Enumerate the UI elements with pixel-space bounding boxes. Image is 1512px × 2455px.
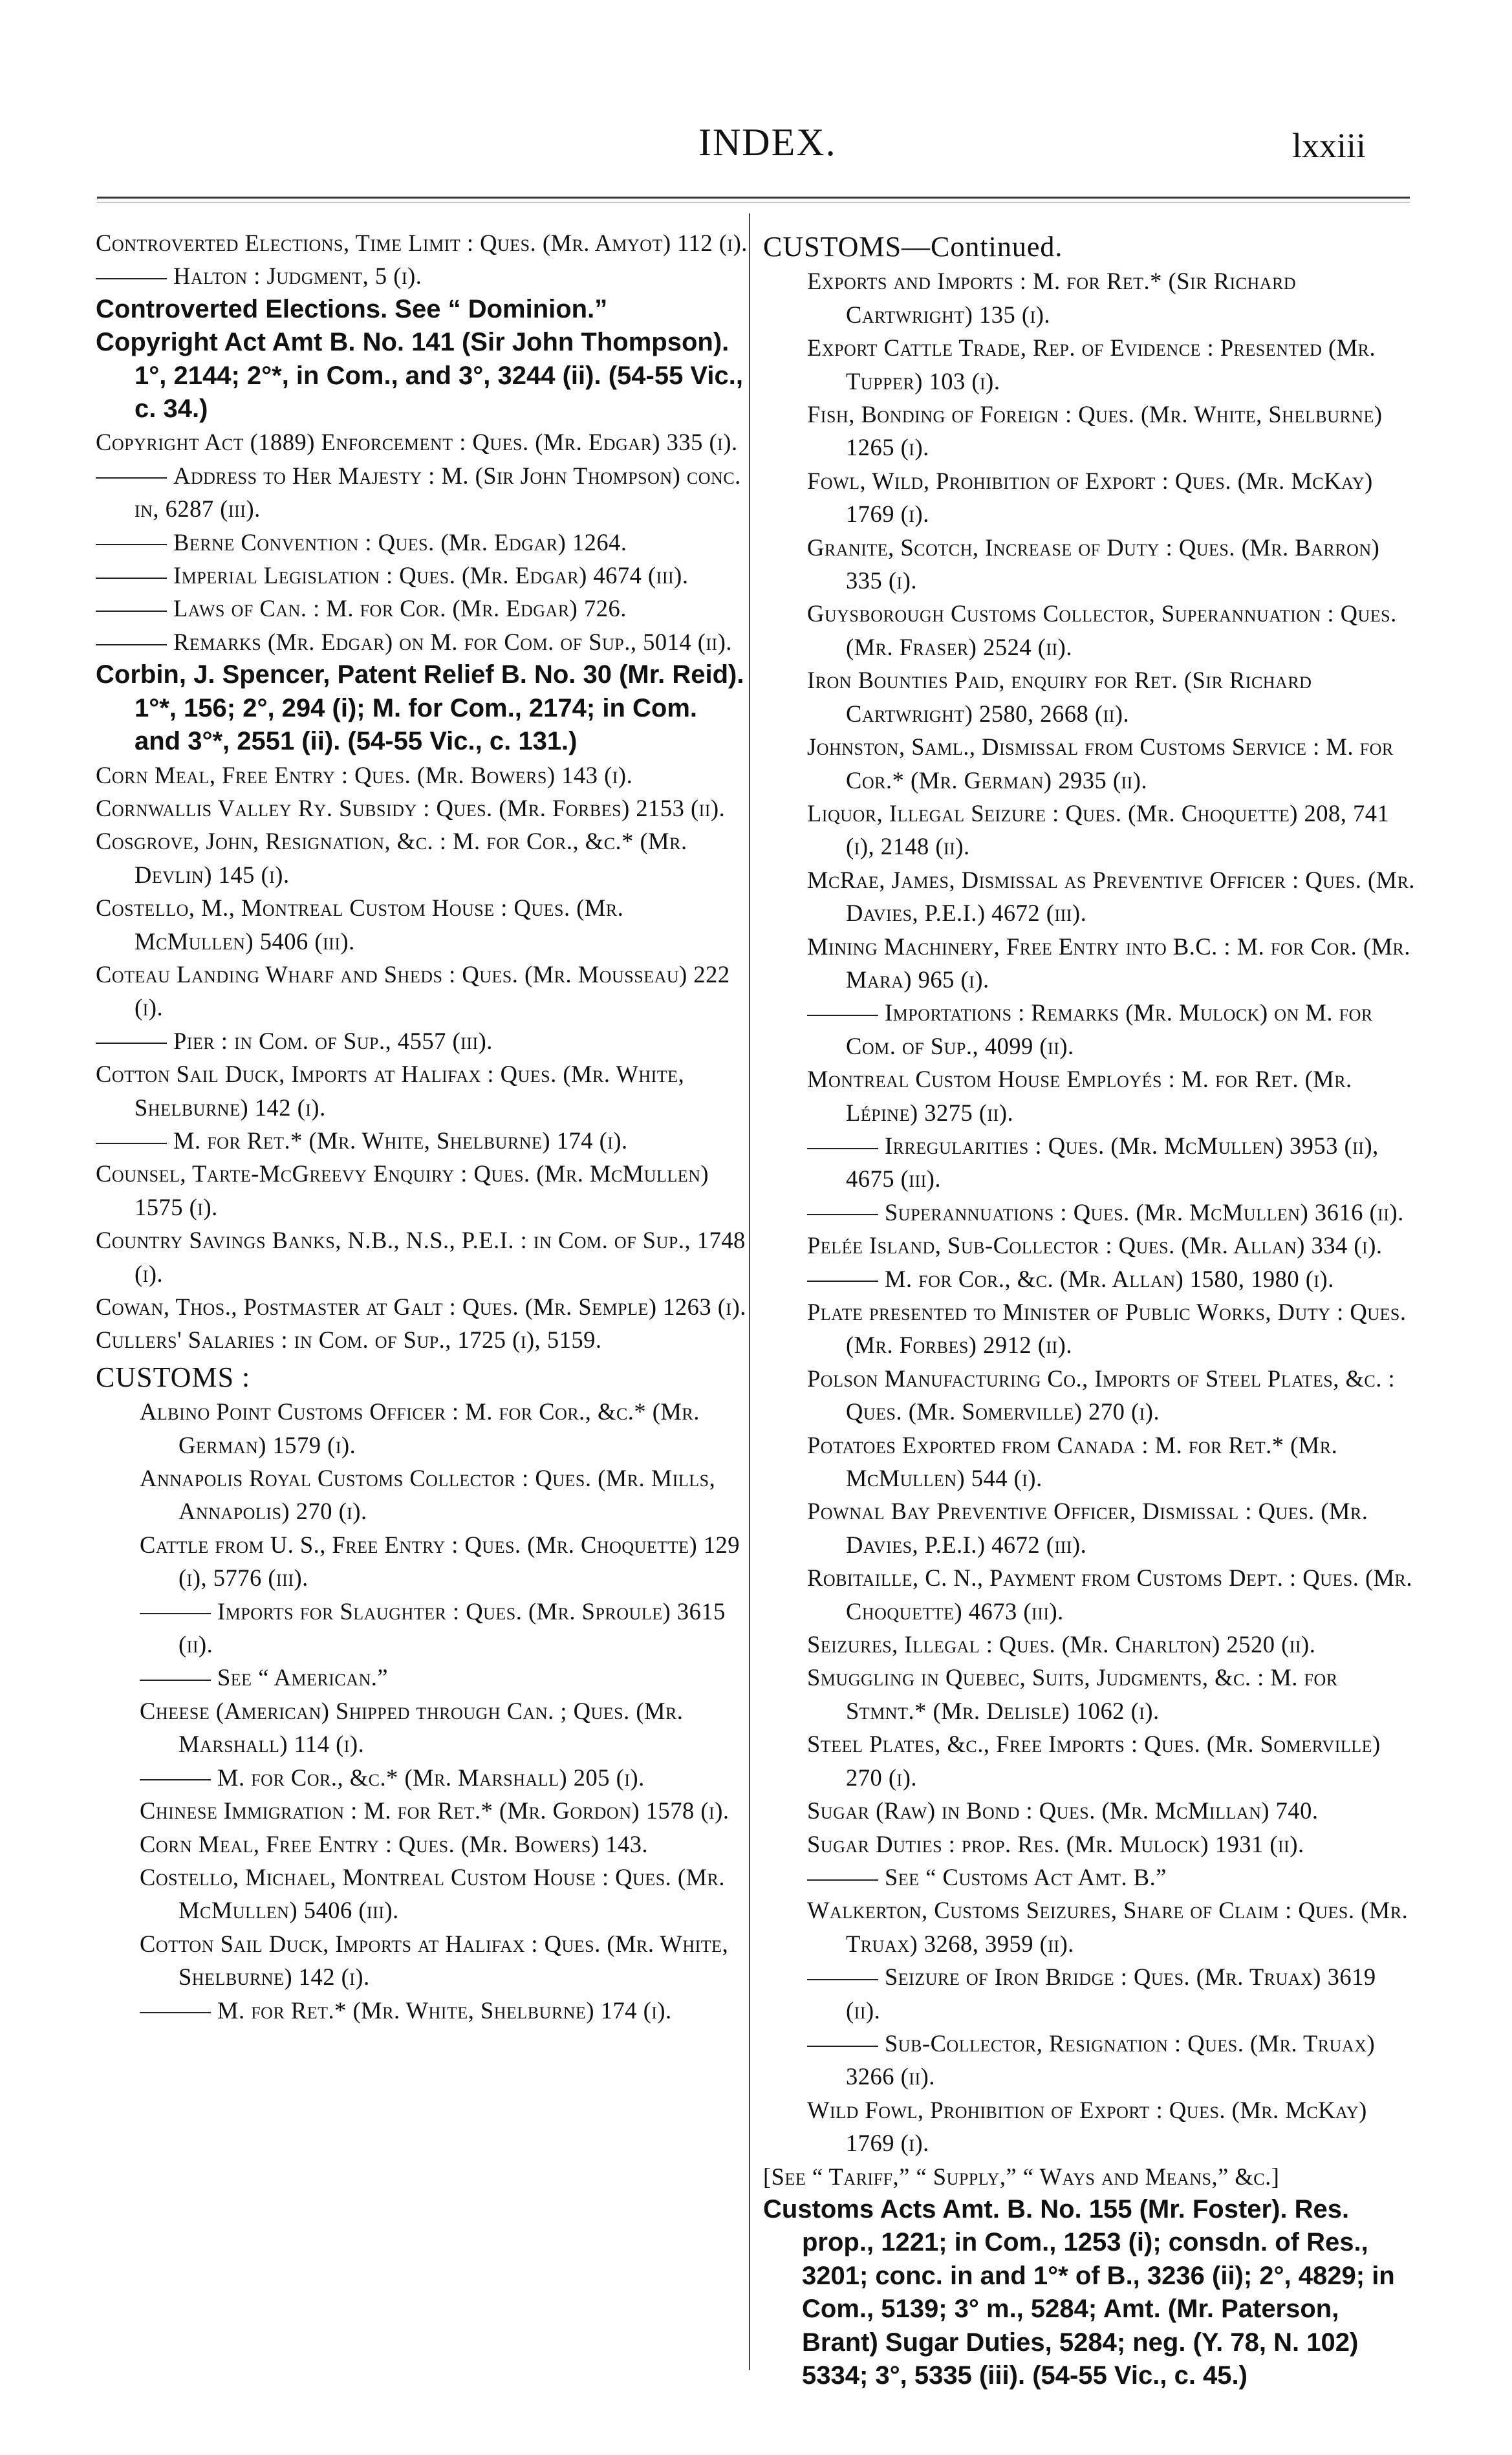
section-heading [96, 1361, 749, 1394]
entry-text: Imports for Slaughter : Ques. (Mr. Sproule) 3615 (ii). [178, 1597, 726, 1658]
index-entry [96, 759, 749, 792]
entry-text: Berne Convention : Ques. (Mr. Edgar) 1264. [173, 528, 627, 556]
index-entry [96, 426, 749, 459]
entry-text: Walkerton, Customs Seizures, Share of Claim : Ques. (Mr. Truax) 3268, 3959 (ii). [807, 1897, 1409, 1957]
left-column [96, 226, 749, 2027]
ditto-dash [96, 477, 167, 479]
index-sub-entry [763, 1262, 1416, 1295]
index-sub-entry [763, 597, 1416, 664]
entry-text: Exports and Imports : M. for Ret.* (Sir Richard Cartwright) 135 (i). [807, 268, 1297, 328]
entry-text: Cheese (American) Shipped through Can. ; Ques. (Mr. Marshall) 114 (i). [140, 1697, 684, 1758]
index-sub-entry [763, 1828, 1416, 1861]
index-sub-entry [763, 1960, 1416, 2027]
index-sub-entry [763, 2093, 1416, 2160]
entry-text: Controverted Elections. See “ Dominion.” [96, 294, 608, 323]
index-sub-entry [763, 1063, 1416, 1129]
entry-text: Seizures, Illegal : Ques. (Mr. Charlton) 2520 (ii). [807, 1631, 1316, 1658]
page-header [0, 0, 1512, 207]
entry-text: Seizure of Iron Bridge : Ques. (Mr. Truax) 3619 (ii). [846, 1963, 1376, 2024]
index-entry [96, 1224, 749, 1290]
index-entry [96, 1124, 749, 1157]
index-sub-entry [763, 1561, 1416, 1628]
entry-text: Montreal Custom House Employés : M. for Ret. (Mr. Lépine) 3275 (ii). [807, 1066, 1352, 1126]
entry-text: Cowan, Thos., Postmaster at Galt : Ques. (Mr. Semple) 1263 (i). [96, 1293, 746, 1320]
index-heading-entry [96, 658, 749, 758]
entry-text: [See “ Tariff,” “ Supply,” “ Ways and Means,” &c.] [763, 2163, 1280, 2190]
index-sub-entry [96, 1861, 749, 1927]
ditto-dash [140, 2012, 211, 2013]
index-sub-entry [763, 464, 1416, 531]
ditto-dash [96, 611, 167, 612]
entry-text: Cattle from U. S., Free Entry : Ques. (Mr. Choquette) 129 (i), 5776 (iii). [140, 1531, 740, 1592]
index-entry [96, 1157, 749, 1224]
index-entry [96, 559, 749, 592]
index-sub-entry [96, 1661, 749, 1694]
ditto-dash [807, 1979, 878, 1980]
entry-text: Cosgrove, John, Resignation, &c. : M. for Cor., &c.* (Mr. Devlin) 145 (i). [96, 828, 687, 888]
entry-text: Potatoes Exported from Canada : M. for Ret.* (Mr. McMullen) 544 (i). [807, 1431, 1338, 1492]
entry-text: Wild Fowl, Prohibition of Export : Ques. (Mr. McKay) 1769 (i). [807, 2096, 1367, 2157]
index-entry [96, 226, 749, 259]
entry-text: Pelée Island, Sub-Collector : Ques. (Mr. Allan) 334 (i). [807, 1232, 1383, 1259]
index-entry [96, 825, 749, 891]
entry-text: Johnston, Saml., Dismissal from Customs Service : M. for Cor.* (Mr. German) 2935 (ii). [807, 733, 1394, 794]
entry-text: Remarks (Mr. Edgar) on M. for Com. of Sup., 5014 (ii). [173, 628, 732, 655]
entry-text: Customs Acts Amt. B. No. 155 (Mr. Foster). Res. prop., 1221; in Com., 1253 (i); consdn. of Res., 3201; conc. in and 1°* of B., 3236 (ii); 2°, 4829; in Com., 5139; 3° m., 5284; Amt. (Mr. Paterson, Brant) Sugar Duties, 5284; neg. (Y. 78, N. 102) 5334; 3°, 5335 (iii). (54-55 Vic., c. 45.) [763, 2194, 1395, 2390]
ditto-dash [140, 1680, 211, 1681]
ditto-dash [807, 1281, 878, 1282]
entry-text: Pier : in Com. of Sup., 4557 (iii). [173, 1027, 493, 1054]
index-entry [96, 259, 749, 292]
index-sub-entry [96, 1761, 749, 1794]
entry-text: Liquor, Illegal Seizure : Ques. (Mr. Choquette) 208, 741 (i), 2148 (ii). [807, 799, 1390, 860]
index-sub-entry [763, 1794, 1416, 1827]
index-sub-entry [763, 1661, 1416, 1727]
entry-text: CUSTOMS—Continued. [763, 231, 1063, 263]
index-entry [96, 891, 749, 958]
entry-text: Costello, M., Montreal Custom House : Ques. (Mr. McMullen) 5406 (iii). [96, 894, 624, 955]
entry-text: Iron Bounties Paid, enquiry for Ret. (Sir Richard Cartwright) 2580, 2668 (ii). [807, 667, 1312, 727]
section-heading [763, 230, 1416, 263]
entry-text: Guysborough Customs Collector, Superannuation : Ques. (Mr. Fraser) 2524 (ii). [807, 600, 1397, 660]
ditto-dash [807, 1015, 878, 1016]
ditto-dash [807, 2046, 878, 2047]
index-sub-entry [763, 1628, 1416, 1661]
ditto-dash [96, 578, 167, 579]
index-entry [96, 958, 749, 1024]
index-sub-entry [763, 1861, 1416, 1894]
entry-text: Corbin, J. Spencer, Patent Relief B. No. 30 (Mr. Reid). 1°*, 156; 2°, 294 (i); M. for Com., 2174; in Com. and 3°*, 2551 (ii). (54-55 Vic., c. 131.) [96, 660, 744, 756]
index-sub-entry [96, 1395, 749, 1462]
entry-text: Corn Meal, Free Entry : Ques. (Mr. Bowers) 143 (i). [96, 761, 633, 788]
entry-text: Cotton Sail Duck, Imports at Halifax : Ques. (Mr. White, Shelburne) 142 (i). [140, 1930, 729, 1991]
page-title: INDEX. [698, 121, 837, 164]
index-sub-entry [763, 1727, 1416, 1794]
ditto-dash [96, 1043, 167, 1044]
entry-text: Plate presented to Minister of Public Works, Duty : Ques. (Mr. Forbes) 2912 (ii). [807, 1299, 1407, 1359]
entry-text: Sugar Duties : prop. Res. (Mr. Mulock) 1931 (ii). [807, 1830, 1304, 1857]
index-sub-entry [763, 664, 1416, 730]
ditto-dash [140, 1779, 211, 1780]
entry-text: Pownal Bay Preventive Officer, Dismissal : Ques. (Mr. Davies, P.E.I.) 4672 (iii). [807, 1498, 1368, 1558]
entry-text: McRae, James, Dismissal as Preventive Officer : Ques. (Mr. Davies, P.E.I.) 4672 (iii). [807, 866, 1416, 927]
entry-text: Fish, Bonding of Foreign : Ques. (Mr. White, Shelburne) 1265 (i). [807, 401, 1383, 461]
index-sub-entry [96, 1994, 749, 2027]
entry-text: Country Savings Banks, N.B., N.S., P.E.I. : in Com. of Sup., 1748 (i). [96, 1227, 746, 1287]
index-heading-entry [763, 2193, 1416, 2392]
entry-text: Corn Meal, Free Entry : Ques. (Mr. Bowers) 143. [140, 1830, 649, 1857]
index-entry [96, 1290, 749, 1323]
index-sub-entry [763, 1495, 1416, 1561]
entry-text: CUSTOMS : [96, 1361, 251, 1393]
index-entry [96, 526, 749, 559]
entry-text: Sub-Collector, Resignation : Ques. (Mr. Truax) 3266 (ii). [846, 2029, 1376, 2090]
index-sub-entry [96, 1595, 749, 1661]
index-entry [96, 625, 749, 658]
entry-text: Controverted Elections, Time Limit : Ques. (Mr. Amyot) 112 (i). [96, 230, 748, 256]
index-sub-entry [763, 1894, 1416, 1960]
entry-text: Cotton Sail Duck, Imports at Halifax : Ques. (Mr. White, Shelburne) 142 (i). [96, 1061, 685, 1121]
index-entry [96, 1024, 749, 1057]
entry-text: Cullers' Salaries : in Com. of Sup., 1725 (i), 5159. [96, 1326, 602, 1354]
index-entry [96, 1323, 749, 1356]
index-sub-entry [763, 797, 1416, 863]
index-sub-entry [763, 531, 1416, 598]
ditto-dash [96, 544, 167, 545]
index-sub-entry [96, 1528, 749, 1595]
entry-text: Fowl, Wild, Prohibition of Export : Ques. (Mr. McKay) 1769 (i). [807, 467, 1373, 528]
index-sub-entry [96, 1694, 749, 1761]
index-sub-entry [763, 930, 1416, 997]
entry-text: Export Cattle Trade, Rep. of Evidence : Presented (Mr. Tupper) 103 (i). [807, 334, 1376, 395]
page-number: lxxiii [1292, 126, 1366, 165]
entry-text: Costello, Michael, Montreal Custom House : Ques. (Mr. McMullen) 5406 (iii). [140, 1863, 726, 1924]
index-sub-entry [763, 1295, 1416, 1362]
entry-text: Halton : Judgment, 5 (i). [173, 263, 422, 290]
ditto-dash [96, 644, 167, 645]
index-sub-entry [763, 1129, 1416, 1196]
entry-text: Polson Manufacturing Co., Imports of Steel Plates, &c. : Ques. (Mr. Somerville) 270 (i). [807, 1365, 1396, 1425]
index-sub-entry [96, 1794, 749, 1827]
index-sub-entry [763, 1196, 1416, 1229]
index-entry [96, 592, 749, 625]
index-sub-entry [763, 1429, 1416, 1495]
entry-text: Robitaille, C. N., Payment from Customs Dept. : Ques. (Mr. Choquette) 4673 (iii). [807, 1564, 1413, 1625]
index-entry [96, 792, 749, 825]
entry-text: Chinese Immigration : M. for Ret.* (Mr. Gordon) 1578 (i). [140, 1797, 729, 1824]
index-sub-entry [96, 1828, 749, 1861]
entry-text: Copyright Act (1889) Enforcement : Ques. (Mr. Edgar) 335 (i). [96, 429, 738, 456]
entry-text: Smuggling in Quebec, Suits, Judgments, &c. : M. for Stmnt.* (Mr. Delisle) 1062 (i). [807, 1664, 1338, 1724]
entry-text: M. for Ret.* (Mr. White, Shelburne) 174 (i). [173, 1127, 628, 1154]
entry-text: Cornwallis Valley Ry. Subsidy : Ques. (Mr. Forbes) 2153 (ii). [96, 794, 726, 821]
ditto-dash [96, 1143, 167, 1144]
index-sub-entry [763, 996, 1416, 1063]
entry-text: Superannuations : Ques. (Mr. McMullen) 3616 (ii). [885, 1198, 1404, 1226]
entry-text: M. for Cor., &c.* (Mr. Marshall) 205 (i). [217, 1764, 645, 1791]
entry-text: Imperial Legislation : Ques. (Mr. Edgar) 4674 (iii). [173, 562, 689, 589]
entry-text: Copyright Act Amt B. No. 141 (Sir John Thompson). 1°, 2144; 2°*, in Com., and 3°, 3244 (ii). (54-55 Vic., c. 34.) [96, 328, 743, 424]
see-also-note [763, 2160, 1416, 2193]
index-sub-entry [763, 730, 1416, 797]
entry-text: Laws of Can. : M. for Cor. (Mr. Edgar) 726. [173, 595, 627, 622]
entry-text: Irregularities : Ques. (Mr. McMullen) 3953 (ii), 4675 (iii). [846, 1132, 1379, 1193]
entry-text: Mining Machinery, Free Entry into B.C. : M. for Cor. (Mr. Mara) 965 (i). [807, 933, 1410, 993]
ditto-dash [807, 1879, 878, 1881]
ditto-dash [140, 1613, 211, 1614]
index-sub-entry [763, 1229, 1416, 1262]
index-sub-entry [763, 1362, 1416, 1429]
entry-text: Coteau Landing Wharf and Sheds : Ques. (Mr. Mousseau) 222 (i). [96, 960, 730, 1021]
index-entry [96, 459, 749, 526]
index-heading-entry [96, 293, 749, 326]
index-sub-entry [763, 863, 1416, 930]
entry-text: Address to Her Majesty : M. (Sir John Thompson) conc. in, 6287 (iii). [135, 462, 741, 523]
column-divider [749, 213, 750, 2370]
entry-text: Importations : Remarks (Mr. Mulock) on M. for Com. of Sup., 4099 (ii). [846, 999, 1373, 1059]
index-entry [96, 1057, 749, 1124]
entry-text: Annapolis Royal Customs Collector : Ques. (Mr. Mills, Annapolis) 270 (i). [140, 1465, 716, 1525]
ditto-dash [807, 1148, 878, 1149]
entry-text: See “ American.” [217, 1664, 389, 1691]
index-sub-entry [763, 2027, 1416, 2093]
entry-text: Steel Plates, &c., Free Imports : Ques. (Mr. Somerville) 270 (i). [807, 1731, 1381, 1791]
entry-text: Sugar (Raw) in Bond : Ques. (Mr. McMillan) 740. [807, 1797, 1319, 1824]
index-sub-entry [763, 265, 1416, 331]
index-heading-entry [96, 326, 749, 426]
entry-text: Counsel, Tarte-McGreevy Enquiry : Ques. (Mr. McMullen) 1575 (i). [96, 1160, 709, 1220]
ditto-dash [96, 278, 167, 279]
right-column [763, 226, 1416, 2392]
entry-text: M. for Cor., &c. (Mr. Allan) 1580, 1980 (i). [885, 1265, 1334, 1292]
ditto-dash [807, 1214, 878, 1215]
entry-text: Granite, Scotch, Increase of Duty : Ques. (Mr. Barron) 335 (i). [807, 534, 1380, 594]
entry-text: M. for Ret.* (Mr. White, Shelburne) 174 (i). [217, 1996, 672, 2024]
index-sub-entry [96, 1927, 749, 1994]
entry-text: See “ Customs Act Amt. B.” [885, 1863, 1167, 1890]
entry-text: Albino Point Customs Officer : M. for Cor., &c.* (Mr. German) 1579 (i). [140, 1398, 700, 1458]
index-sub-entry [763, 398, 1416, 464]
header-rule [97, 197, 1410, 199]
index-sub-entry [763, 331, 1416, 398]
index-sub-entry [96, 1462, 749, 1528]
